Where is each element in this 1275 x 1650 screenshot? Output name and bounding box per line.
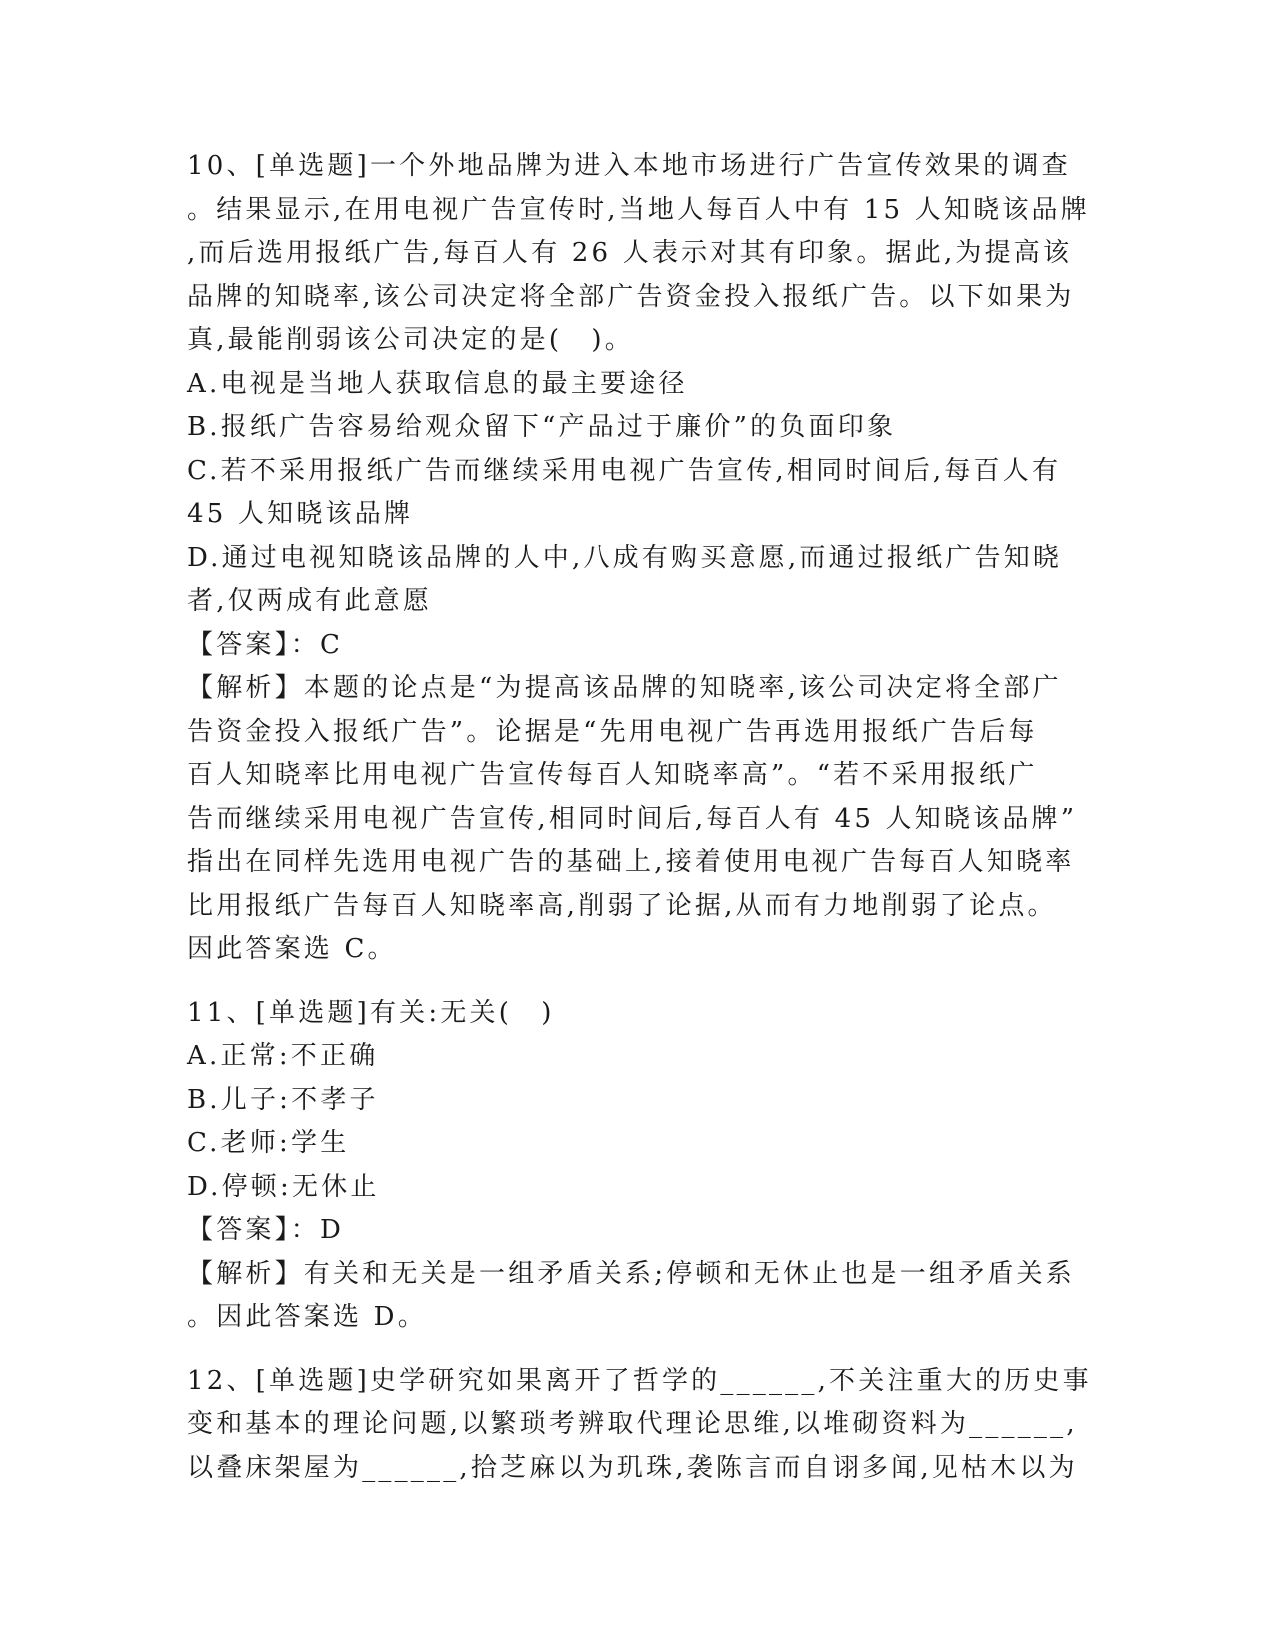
option-d-continued: 者,仅两成有此意愿 <box>187 586 433 616</box>
question-stem <box>187 1360 1092 1491</box>
option-a: A.正常:不正确 <box>187 1041 379 1071</box>
question-spacer <box>187 972 1077 992</box>
option-b: B.报纸广告容易给观众留下“产品过于廉价”的负面印象 <box>187 412 897 442</box>
answer-line: 【答案】：D <box>187 1215 345 1245</box>
analysis-line: 告资金投入报纸广告”。论据是“先用电视广告再选用报纸广告后每 <box>187 716 1038 747</box>
question-11 <box>187 992 1077 1340</box>
stem-line: 。结果显示,在用电视广告宣传时,当地人每百人中有 15 人知晓该品牌 <box>187 194 1090 225</box>
analysis-line: 告而继续采用电视广告宣传,相同时间后,每百人有 45 人知晓该品牌” <box>187 803 1078 834</box>
option-d: D.通过电视知晓该品牌的人中,八成有购买意愿,而通过报纸广告知晓 <box>187 542 1063 573</box>
analysis-line: 百人知晓率比用电视广告宣传每百人知晓率高”。“若不采用报纸广 <box>187 760 1038 790</box>
question-stem <box>187 145 1090 363</box>
option-c-continued: 45 人知晓该品牌 <box>187 499 414 529</box>
stem-line: 11、[单选题]有关:无关( ) <box>187 997 555 1028</box>
analysis <box>187 667 1077 972</box>
analysis-line: 指出在同样先选用电视广告的基础上,接着使用电视广告每百人知晓率 <box>187 847 1075 877</box>
stem-line: ,而后选用报纸广告,每百人有 26 人表示对其有印象。据此,为提高该 <box>187 238 1073 268</box>
stem-line: 以叠床架屋为______,拾芝麻以为玑珠,袭陈言而自诩多闻,见枯木以为 <box>187 1452 1078 1483</box>
stem-line: 真,最能削弱该公司决定的是( )。 <box>187 325 634 355</box>
question-options <box>187 363 1077 624</box>
option-b: B.儿子:不孝子 <box>187 1084 379 1115</box>
option-d: D.停顿:无休止 <box>187 1171 380 1202</box>
analysis-line: 。因此答案选 D。 <box>187 1302 427 1332</box>
option-c: C.老师:学生 <box>187 1128 350 1158</box>
analysis-line: 【解析】有关和无关是一组矛盾关系;停顿和无休止也是一组矛盾关系 <box>187 1258 1075 1289</box>
document-page <box>187 145 1092 1490</box>
answer-line: 【答案】：C <box>187 629 344 660</box>
question-options <box>187 1035 1077 1209</box>
question-12 <box>187 1360 1092 1491</box>
question-10 <box>187 145 1090 972</box>
stem-line: 10、[单选题]一个外地品牌为进入本地市场进行广告宣传效果的调查 <box>187 151 1071 181</box>
analysis-line: 【解析】本题的论点是“为提高该品牌的知晓率,该公司决定将全部广 <box>187 673 1062 703</box>
analysis-line: 比用报纸广告每百人知晓率高,削弱了论据,从而有力地削弱了论点。 <box>187 890 1057 921</box>
analysis-line: 因此答案选 C。 <box>187 934 397 964</box>
question-spacer <box>187 1340 1077 1360</box>
stem-line: 变和基本的理论问题,以繁琐考辨取代理论思维,以堆砌资料为______, <box>187 1409 1078 1439</box>
option-a: A.电视是当地人获取信息的最主要途径 <box>187 368 688 399</box>
stem-line: 品牌的知晓率,该公司决定将全部广告资金投入报纸广告。以下如果为 <box>187 281 1075 312</box>
stem-line: 12、[单选题]史学研究如果离开了哲学的______,不关注重大的历史事 <box>187 1365 1092 1396</box>
option-c: C.若不采用报纸广告而继续采用电视广告宣传,相同时间后,每百人有 <box>187 455 1062 486</box>
analysis <box>187 1253 1077 1340</box>
question-stem <box>187 992 1077 1036</box>
